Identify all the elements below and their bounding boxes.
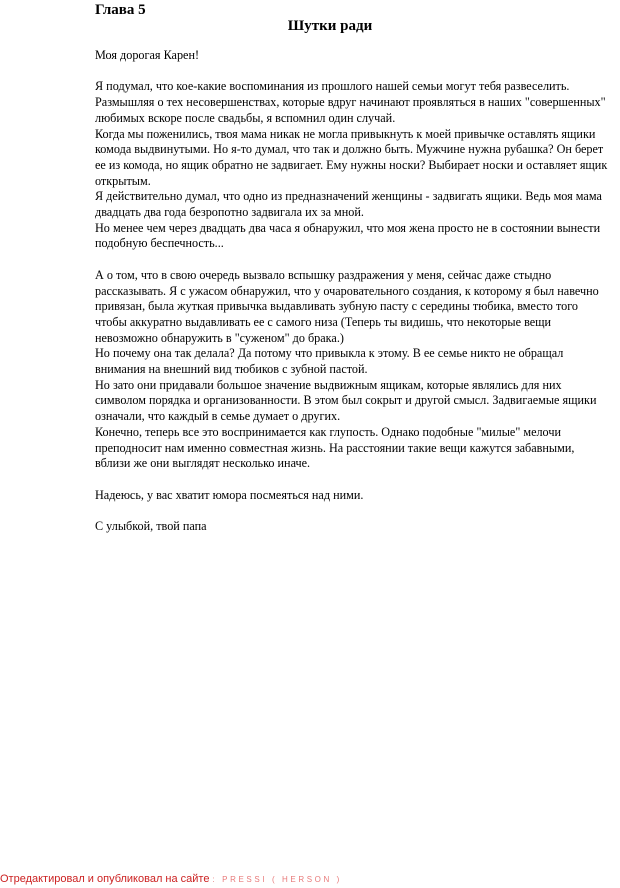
footer-credit: [0, 873, 342, 885]
text-line: Но почему она так делала? Да потому что привыкла к этому. В ее семье никто не обращал: [95, 346, 564, 361]
paragraph-gap: [95, 64, 620, 80]
text-line: двадцать два года безропотно задвигала их за мной.: [95, 205, 364, 220]
text-line: вблизи же они выглядят несколько иначе.: [95, 456, 311, 471]
chapter-heading: Глава 5: [95, 2, 146, 18]
paragraph-gap: [95, 503, 620, 519]
text-line: Конечно, теперь все это воспринимается как глупость. Однако подобные "милые" мелочи: [95, 424, 561, 439]
text-line: рассказывать. Я с ужасом обнаружил, что у очаровательного создания, к которому я был навечно: [95, 283, 599, 298]
text-line: А о том, что в свою очередь вызвало вспышку раздражения у меня, сейчас даже стыдно: [95, 267, 552, 282]
paragraph-3: Надеюсь, у вас хватит юмора посмеяться над ними.: [95, 487, 364, 502]
text-line: подобную беспечность...: [95, 236, 224, 251]
text-line: любимых вскоре после свадьбы, я вспомнил один случай.: [95, 110, 396, 125]
text-line: чтобы аккуратно выдавливать ее с самого низа (Теперь ты видишь, что некоторые вещи: [95, 314, 552, 329]
text-line: невозможно обнаружить в "суженом" до брака.): [95, 330, 344, 345]
text-line: Я подумал, что кое-какие воспоминания из прошлого нашей семьи могут тебя развеселить.: [95, 79, 570, 94]
footer-site-link[interactable]: : PRESSI ( HERSON ): [212, 875, 342, 884]
text-line: символом порядка и организованности. В этом был сокрыт и другой смысл. Задвигаемые ящики: [95, 393, 597, 408]
letter-body: [95, 48, 620, 535]
paragraph-gap: [95, 472, 620, 488]
text-line: ее из комода, но ящик обратно не задвигает. Ему нужны носки? Выбирает носки и оставляет ящик: [95, 157, 608, 172]
text-line: Когда мы поженились, твоя мама никак не могла привыкнуть к моей привычке оставлять ящики: [95, 126, 596, 141]
text-line: комода выдвинутыми. Но я-то думал, что так и должно быть. Мужчине нужна рубашка? Он берет: [95, 142, 604, 157]
text-line: Но менее чем через двадцать два часа я обнаружил, что моя жена просто не в состоянии вынести: [95, 220, 601, 235]
paragraph-1: [95, 79, 620, 252]
text-line: Но зато они придавали большое значение выдвижным ящикам, которые являлись для них: [95, 377, 562, 392]
footer-label: Отредактировал и опубликовал на сайте: [0, 873, 210, 885]
text-line: означали, что каждый в семье думает о других.: [95, 409, 341, 424]
text-line: привязан, была жуткая привычка выдавливать зубную пасту с середины тюбика, вместо того: [95, 299, 578, 314]
text-line: Я действительно думал, что одно из предназначений женщины - задвигать ящики. Ведь моя мама: [95, 189, 602, 204]
paragraph-2: [95, 268, 620, 472]
paragraph-gap: [95, 252, 620, 268]
page-title: Шутки ради: [287, 18, 373, 34]
signature: С улыбкой, твой папа: [95, 519, 207, 534]
text-line: преподносит нам именно совместная жизнь. На расстоянии такие вещи кажутся забавными,: [95, 440, 575, 455]
greeting: Моя дорогая Карен!: [95, 48, 200, 62]
text-line: Размышляя о тех несовершенствах, которые вдруг начинают проявляться в наших "совершенных": [95, 95, 606, 110]
text-line: внимания на внешний вид тюбиков с зубной пастой.: [95, 362, 368, 377]
text-line: открытым.: [95, 173, 151, 188]
